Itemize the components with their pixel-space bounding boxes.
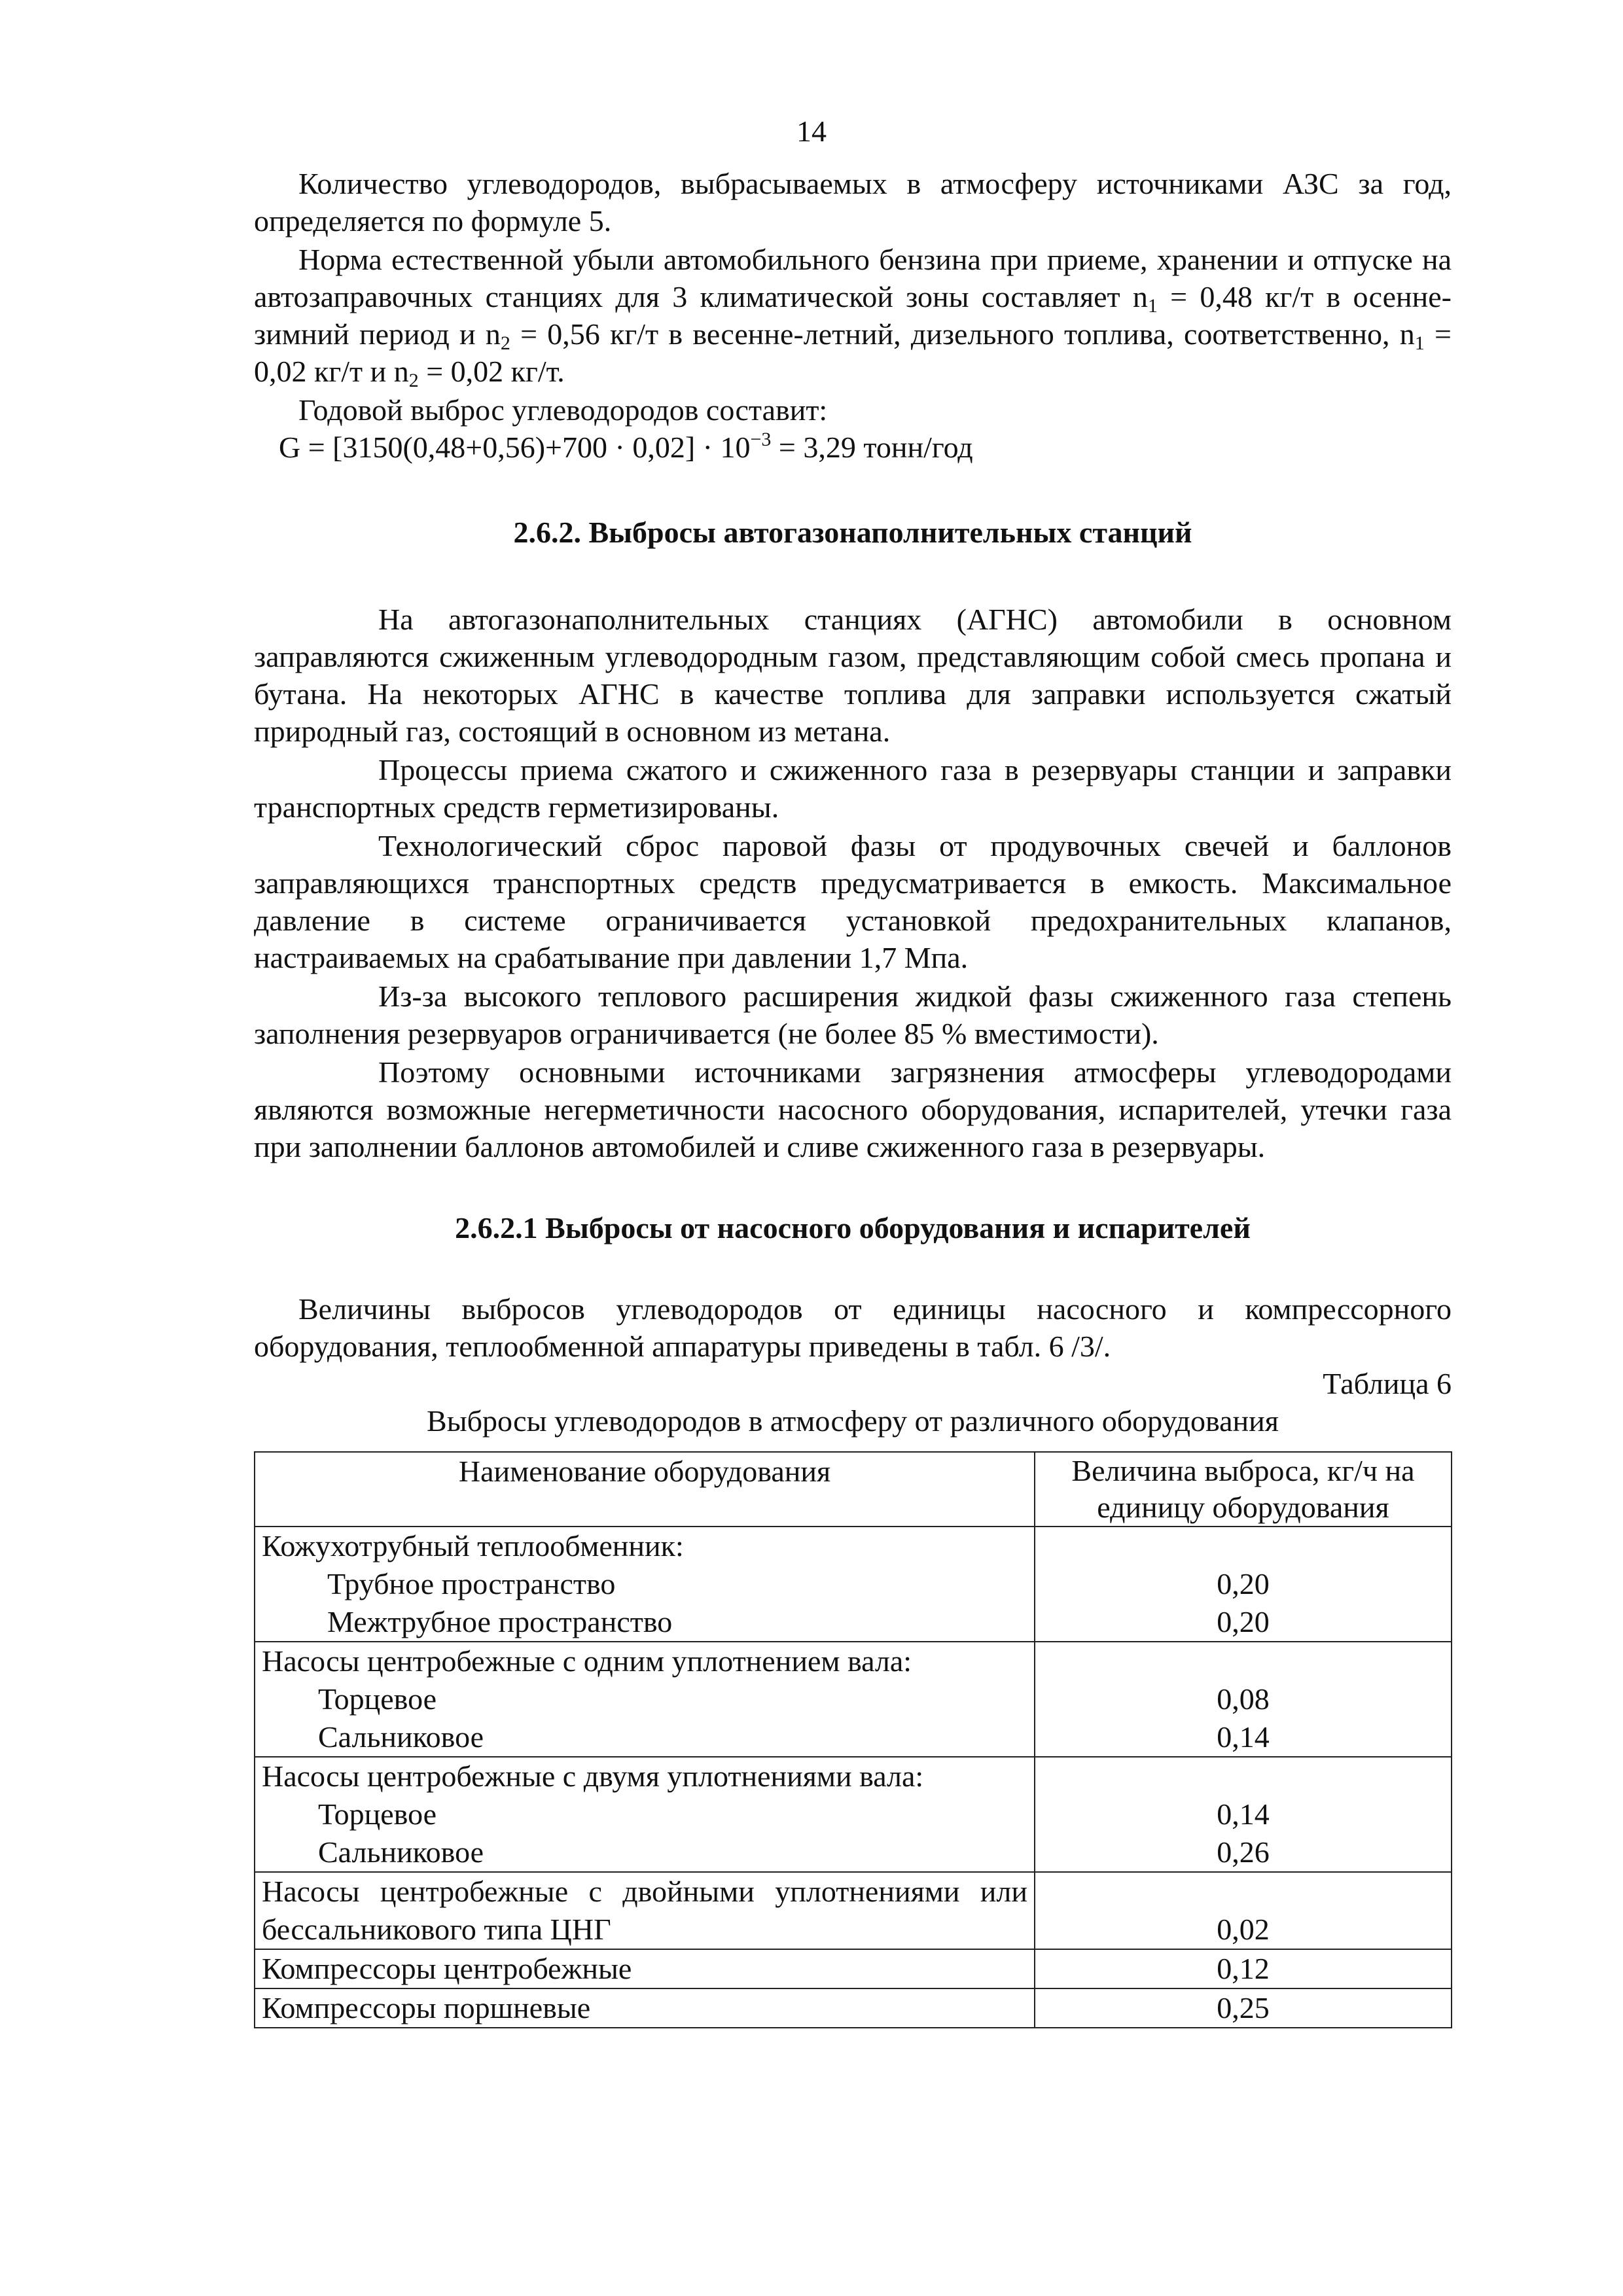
group-title: Насосы центробежные с одним уплотнением вала: [262,1644,912,1678]
table-row [255,1949,1452,1988]
table-title: Выбросы углеводородов в атмосферу от различного оборудования [427,1404,1279,1438]
item-value: 0,14 [1217,1720,1270,1754]
item-value: 0,26 [1217,1835,1270,1869]
table-label: Таблица 6 [1323,1367,1452,1400]
intro-paragraph-2: Норма естественной убыли автомобильного бензина при приеме, хранении и отпуске на автозаправочных станциях для 3 климатической зоны составляет $n_1 = 0,48$ кг/т в осенне-зимний период и $n_2 = 0,56$ кг/т в весенне-летний, дизельного топлива, соответственно, $n_1 = 0,02$ кг/т и $n_2 = 0,02$ кг/т. [254,243,1452,391]
item-name: Торцевое [318,1797,437,1831]
table-row [255,1872,1452,1949]
table-row [255,1642,1452,1757]
item-value: 0,20 [1217,1567,1270,1600]
section-262-paragraph: Из-за высокого теплового расширения жидкой фазы сжиженного газа степень заполнения резервуаров ограничивается (не более 85 % вместимости). [254,980,1452,1050]
group-title: Насосы центробежные с двумя уплотнениями вала: [262,1759,924,1793]
item-name: Сальниковое [318,1720,484,1754]
value-cell: 0,12 [1035,1949,1452,1988]
equipment-cell: Компрессоры поршневые [255,1988,1035,2028]
section-262-paragraph: Технологический сброс паровой фазы от продувочных свечей и баллонов заправляющихся транспортных средств предусматривается в емкость. Максимальное давление в системе ограничивается установкой предохранительных клапанов, настраиваемых на срабатывание при давлении 1,7 Мпа. [254,829,1452,974]
value-cell: 0,02 [1035,1872,1452,1949]
section-heading-2-6-2-1: 2.6.2.1 Выбросы от насосного оборудования и испарителей [455,1211,1251,1245]
item-name: Межтрубное пространство [327,1605,673,1638]
table-row [255,1757,1452,1872]
group-title: Кожухотрубный теплообменник: [262,1529,684,1563]
value-cell [1035,1642,1452,1757]
value-cell [1035,1527,1452,1642]
table-header-row [255,1452,1452,1527]
equipment-cell: Насосы центробежные с двойными уплотнениями или бессальникового типа ЦНГ [255,1872,1035,1949]
value-cell: 0,25 [1035,1988,1452,2028]
value-cell [1035,1757,1452,1872]
item-name: Сальниковое [318,1835,484,1869]
item-value: 0,14 [1217,1797,1270,1831]
page-content [254,165,1452,1439]
item-name: Трубное пространство [327,1567,616,1600]
column-header-equipment: Наименование оборудования [255,1452,1035,1527]
intro-paragraph-3: Годовой выброс углеводородов составит: [298,393,828,427]
item-value: 0,08 [1217,1682,1270,1716]
emissions-table [254,1451,1452,2028]
table-row [255,1988,1452,2028]
equipment-cell: Компрессоры центробежные [255,1949,1035,1988]
table-row [255,1527,1452,1642]
intro-paragraph-1: Количество углеводородов, выбрасываемых в атмосферу источниками АЗС за год, определяется по формуле 5. [254,167,1452,238]
emission-formula: $G = [3150(0,48+0,56)+700 \cdot 0,02] \cdot 10^{-3} = 3,29$ тонн/год [279,429,973,464]
section-262-paragraph: На автогазонаполнительных станциях (АГНС) автомобили в основном заправляются сжиженным углеводородным газом, представляющим собой смесь пропана и бутана. На некоторых АГНС в качестве топлива для заправки используется сжатый природный газ, состоящий в основном из метана. [254,603,1452,748]
item-value: 0,20 [1217,1605,1270,1638]
section-262-paragraph: Поэтому основными источниками загрязнения атмосферы углеводородами являются возможные негерметичности насосного оборудования, испарителей, утечки газа при заполнении баллонов автомобилей и сливе сжиженного газа в резервуары. [254,1055,1452,1163]
equipment-cell [255,1757,1035,1872]
item-name: Торцевое [318,1682,437,1716]
section-262-paragraph: Процессы приема сжатого и сжиженного газа в резервуары станции и заправки транспортных средств герметизированы. [254,753,1452,824]
section-2621-paragraph: Величины выбросов углеводородов от единицы насосного и компрессорного оборудования, теплообменной аппаратуры приведены в табл. 6 /3/. [254,1292,1452,1363]
equipment-cell [255,1642,1035,1757]
section-heading-2-6-2: 2.6.2. Выбросы автогазонаполнительных станций [513,516,1192,549]
page-number: 14 [796,115,827,148]
equipment-cell [255,1527,1035,1642]
column-header-emission: Величина выброса, кг/ч на единицу оборудования [1035,1452,1452,1527]
